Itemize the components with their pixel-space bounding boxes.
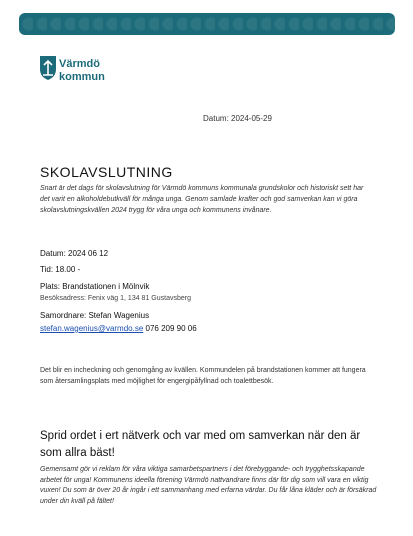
top-banner xyxy=(19,13,395,35)
document-date: Datum: 2024-05-29 xyxy=(203,114,272,123)
phone-number: 076 209 90 06 xyxy=(143,324,197,333)
logo-line1: Värmdö xyxy=(59,58,100,70)
contact-row xyxy=(40,324,197,333)
time-field: Tid: 18.00 - xyxy=(40,265,81,274)
location-field: Plats: Brandstationen i Mölnvik xyxy=(40,282,150,291)
coordinator-field: Samordnare: Stefan Wagenius xyxy=(40,311,150,320)
date-field: Datum: 2024 06 12 xyxy=(40,249,109,258)
logo-line2: kommun xyxy=(59,71,105,83)
section-heading: Sprid ordet i ert nätverk och var med om samverkan när den är som allra bäst! xyxy=(40,430,361,459)
closing-paragraph: Gemensamt gör vi reklam för våra viktiga samarbetspartners i det förebyggande- och trygghetsskapande arbetet för unga! Kommunens ideella förening Värmdö nattvandrare finns där för dig som vill vara en viktig vuxen! Du som är över 20 år ingår i ett sammanhang med erfarna värdar. Du får låna kläder och är försäkrad under din kväll på fältet! xyxy=(40,466,377,505)
crest-icon xyxy=(39,55,57,81)
intro-paragraph: Snart är det dags för skolavslutning för Värmdö kommuns kommunala grundskolor och historiskt sett har det varit en alkoholdebutkväll för många unga. Genom samlade krafter och god samverkan kan vi göra skolavslutningskvällen 2024 trygg för våra unga och kommunens invånare. xyxy=(40,185,364,214)
varmdo-logo xyxy=(39,55,159,93)
page-title: SKOLAVSLUTNING xyxy=(40,164,173,180)
email-link[interactable]: stefan.wagenius@varmdo.se xyxy=(40,324,144,333)
address-field: Besöksadress: Fenix väg 1, 134 81 Gustavsberg xyxy=(40,295,191,302)
info-paragraph: Det blir en incheckning och genomgång av kvällen. Kommundelen på brandstationen kommer att fungera som återsamlingsplats med möjlighet för engergipåfyllnad och toalettbesök. xyxy=(40,367,366,385)
